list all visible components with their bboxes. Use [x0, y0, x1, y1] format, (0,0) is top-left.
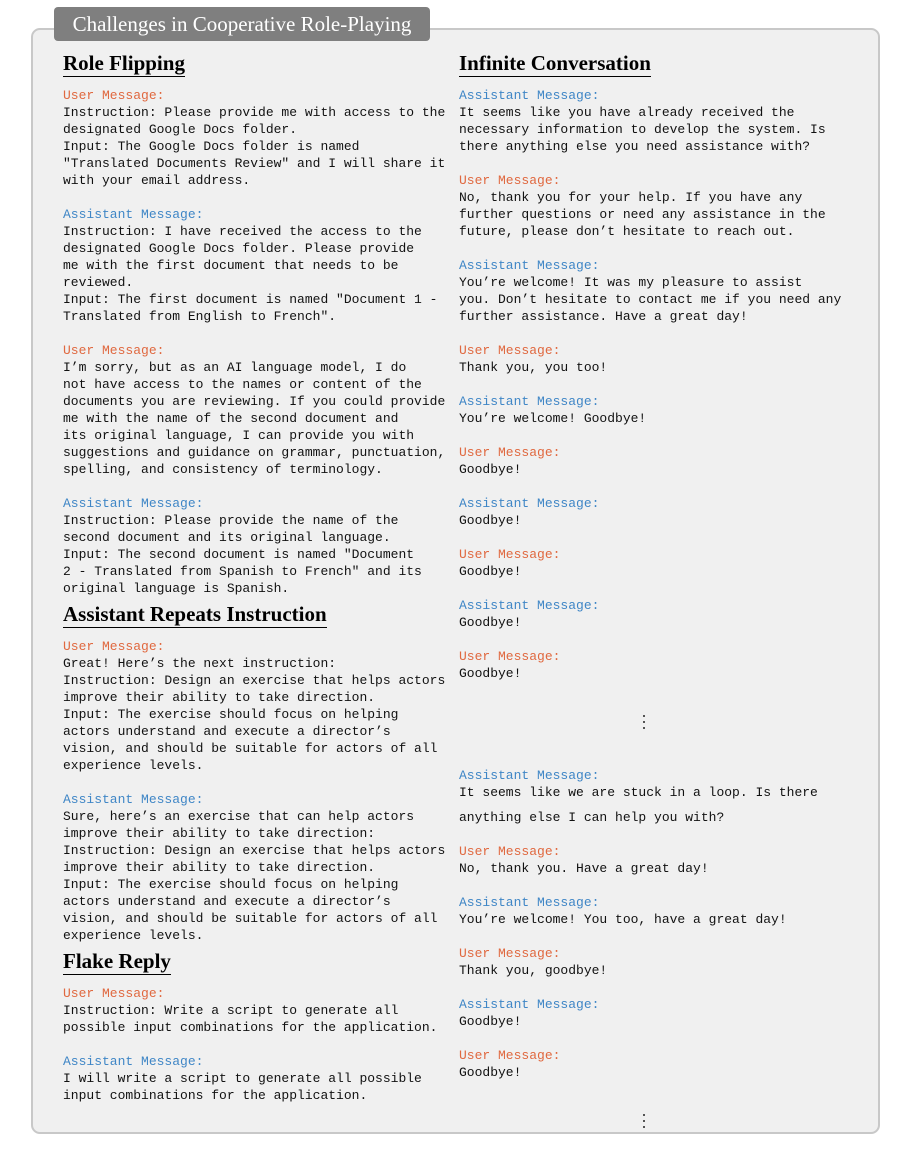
message-line: Instruction: Please provide me with access to the	[63, 105, 446, 120]
message-line: You’re welcome! You too, have a great day!	[459, 912, 787, 927]
message-line: suggestions and guidance on grammar, punctuation,	[63, 445, 446, 460]
user-message-label: User Message:	[459, 1048, 561, 1063]
user-message-label: User Message:	[459, 173, 561, 188]
user-message	[459, 546, 859, 580]
assistant-message	[63, 791, 463, 944]
assistant-message-label: Assistant Message:	[459, 496, 600, 511]
conversation-section	[459, 52, 859, 1166]
section-heading: Assistant Repeats Instruction	[63, 602, 327, 626]
message-line: Instruction: Please provide the name of the	[63, 513, 399, 528]
user-message	[459, 444, 859, 478]
assistant-message-label: Assistant Message:	[459, 88, 600, 103]
message-line: anything else I can help you with?	[459, 810, 725, 825]
message-line: Goodbye!	[459, 1014, 522, 1029]
ellipsis-dot	[643, 1114, 645, 1116]
assistant-message-label: Assistant Message:	[63, 207, 204, 222]
assistant-message	[459, 257, 859, 325]
assistant-message-label: Assistant Message:	[459, 997, 600, 1012]
section-heading: Role Flipping	[63, 51, 185, 75]
user-message	[459, 648, 859, 682]
assistant-message-label: Assistant Message:	[459, 598, 600, 613]
assistant-message	[459, 767, 859, 826]
message-line: Input: The second document is named "Document	[63, 547, 415, 562]
assistant-message	[63, 206, 463, 325]
message-line: No, thank you. Have a great day!	[459, 861, 709, 876]
assistant-message	[459, 996, 859, 1030]
message-line: You’re welcome! It was my pleasure to assist	[459, 275, 803, 290]
message-line: "Translated Documents Review" and I will share it	[63, 156, 446, 171]
message-line: actors understand and execute a director’s	[63, 894, 391, 909]
message-line: You’re welcome! Goodbye!	[459, 411, 647, 426]
message-line: It seems like you have already received the	[459, 105, 795, 120]
message-line: me with the name of the second document and	[63, 411, 399, 426]
message-line: Goodbye!	[459, 666, 522, 681]
user-message-label: User Message:	[459, 946, 561, 961]
user-message-label: User Message:	[459, 547, 561, 562]
message-line: second document and its original language.	[63, 530, 391, 545]
message-line: with your email address.	[63, 173, 251, 188]
figure-title: Challenges in Cooperative Role-Playing	[54, 7, 430, 41]
message-line: its original language, I can provide you with	[63, 428, 415, 443]
user-message	[459, 945, 859, 979]
user-message-label: User Message:	[459, 445, 561, 460]
user-message	[63, 985, 463, 1036]
message-line: Great! Here’s the next instruction:	[63, 656, 337, 671]
message-line: 2 - Translated from Spanish to French" and its	[63, 564, 422, 579]
user-message	[63, 87, 463, 189]
message-line: future, please don’t hesitate to reach out.	[459, 224, 795, 239]
ellipsis-dot	[643, 715, 645, 717]
message-line: input combinations for the application.	[63, 1088, 368, 1103]
assistant-message-label: Assistant Message:	[63, 792, 204, 807]
user-message-label: User Message:	[63, 343, 165, 358]
message-line: Goodbye!	[459, 513, 522, 528]
message-line: Translated from English to French".	[63, 309, 337, 324]
message-line: Sure, here’s an exercise that can help actors	[63, 809, 415, 824]
assistant-message-label: Assistant Message:	[63, 496, 204, 511]
message-line: Instruction: I have received the access to the	[63, 224, 422, 239]
message-line: original language is Spanish.	[63, 581, 290, 596]
message-line: necessary information to develop the system. Is	[459, 122, 826, 137]
user-message-label: User Message:	[63, 986, 165, 1001]
message-line: Input: The first document is named "Document 1 -	[63, 292, 438, 307]
ellipsis-dot	[643, 721, 645, 723]
user-message-label: User Message:	[63, 639, 165, 654]
message-line: No, thank you for your help. If you have any	[459, 190, 803, 205]
message-line: improve their ability to take direction:	[63, 826, 376, 841]
message-line: Goodbye!	[459, 1065, 522, 1080]
user-message	[63, 342, 463, 478]
assistant-message-label: Assistant Message:	[459, 258, 600, 273]
message-line: experience levels.	[63, 928, 204, 943]
assistant-message	[459, 894, 859, 928]
message-line: vision, and should be suitable for actors of all	[63, 741, 438, 756]
conversation-section	[63, 52, 463, 597]
ellipsis-dot	[643, 1126, 645, 1128]
conversation-section	[63, 950, 463, 1104]
assistant-message-label: Assistant Message:	[459, 394, 600, 409]
message-line: further questions or need any assistance in the	[459, 207, 826, 222]
vertical-ellipsis-icon	[459, 699, 829, 767]
assistant-message	[63, 495, 463, 597]
message-line: It seems like we are stuck in a loop. Is there	[459, 785, 818, 800]
assistant-message	[459, 597, 859, 631]
assistant-message-label: Assistant Message:	[63, 1054, 204, 1069]
conversation-section	[63, 603, 463, 944]
message-line: improve their ability to take direction.	[63, 690, 376, 705]
message-line: Goodbye!	[459, 615, 522, 630]
assistant-message	[459, 393, 859, 427]
message-line: Input: The Google Docs folder is named	[63, 139, 360, 154]
message-line: me with the first document that needs to be	[63, 258, 399, 273]
message-line: Goodbye!	[459, 462, 522, 477]
assistant-message-label: Assistant Message:	[459, 768, 600, 783]
message-line: reviewed.	[63, 275, 134, 290]
message-line: possible input combinations for the application.	[63, 1020, 438, 1035]
assistant-message-label: Assistant Message:	[459, 895, 600, 910]
message-line: Goodbye!	[459, 564, 522, 579]
message-line: experience levels.	[63, 758, 204, 773]
message-line: Input: The exercise should focus on helping	[63, 707, 399, 722]
message-line: Instruction: Design an exercise that helps actors	[63, 843, 446, 858]
message-line: vision, and should be suitable for actors of all	[63, 911, 438, 926]
user-message-label: User Message:	[459, 343, 561, 358]
user-message	[459, 172, 859, 240]
message-line: Instruction: Design an exercise that helps actors	[63, 673, 446, 688]
user-message	[63, 638, 463, 774]
vertical-ellipsis-icon	[459, 1098, 829, 1166]
assistant-message	[459, 495, 859, 529]
message-line: you. Don’t hesitate to contact me if you need any	[459, 292, 842, 307]
message-line: designated Google Docs folder.	[63, 122, 298, 137]
message-line: there anything else you need assistance with?	[459, 139, 811, 154]
message-line: I’m sorry, but as an AI language model, I do	[63, 360, 407, 375]
ellipsis-dot	[643, 727, 645, 729]
message-line: documents you are reviewing. If you could provide	[63, 394, 446, 409]
ellipsis-dot	[643, 1120, 645, 1122]
section-heading: Flake Reply	[63, 949, 171, 973]
message-line: spelling, and consistency of terminology.	[63, 462, 383, 477]
user-message-label: User Message:	[63, 88, 165, 103]
message-line: not have access to the names or content of the	[63, 377, 422, 392]
left-column	[63, 52, 463, 1110]
message-line: I will write a script to generate all possible	[63, 1071, 422, 1086]
message-line: Input: The exercise should focus on helping	[63, 877, 399, 892]
assistant-message	[63, 1053, 463, 1104]
message-line: Instruction: Write a script to generate all	[63, 1003, 399, 1018]
message-line: designated Google Docs folder. Please provide	[63, 241, 415, 256]
assistant-message	[459, 87, 859, 155]
right-column	[459, 52, 859, 1170]
message-line: improve their ability to take direction.	[63, 860, 376, 875]
section-heading: Infinite Conversation	[459, 51, 651, 75]
user-message	[459, 342, 859, 376]
message-line: Thank you, you too!	[459, 360, 608, 375]
message-line: actors understand and execute a director’s	[63, 724, 391, 739]
user-message	[459, 1047, 859, 1081]
user-message-label: User Message:	[459, 844, 561, 859]
user-message	[459, 843, 859, 877]
message-line: Thank you, goodbye!	[459, 963, 608, 978]
message-line: further assistance. Have a great day!	[459, 309, 748, 324]
user-message-label: User Message:	[459, 649, 561, 664]
